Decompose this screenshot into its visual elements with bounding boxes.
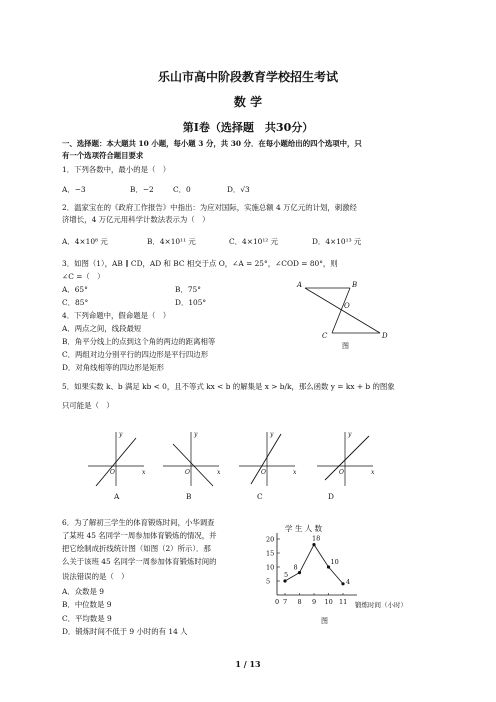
x-tick-label: 9 [312, 598, 317, 606]
q5-graph-a [86, 428, 156, 488]
exam-title: 乐山市高中阶段教育学校招生考试 [157, 70, 338, 84]
point-b-label: B [352, 281, 358, 289]
y-tick-label: 20 [266, 535, 275, 544]
graph-a-y-label: y [119, 431, 123, 438]
q1-stem: 1．下列各数中，最小的是（ ） [62, 165, 171, 174]
q3-figure-caption: 图 [342, 342, 349, 350]
q6-stem-line3: 把它绘制成折线统计图（如图（2）所示）．那 [62, 544, 211, 553]
point-o-label: O [344, 302, 350, 310]
graph-d-x-label: x [371, 469, 375, 476]
graph-b-line [173, 444, 213, 486]
chart-x-axis-title: 锻炼时间（小时） [355, 601, 407, 609]
x-tick-label: 11 [339, 598, 348, 606]
q5-option-b: B [186, 492, 192, 501]
q4-option-d: D．对角线相等的四边形是矩形 [62, 363, 165, 372]
q2-stem-line1: 2．温家宝在的《政府工作报告》中指出：为应对国际，实施总额 4 万亿元的计划，刺激经 [62, 203, 357, 212]
data-label: 10 [330, 558, 339, 566]
q3-option-d: D．105° [175, 298, 207, 307]
segment-bc [332, 288, 350, 333]
x-tick-label: 0 [275, 598, 280, 606]
q2-stem-line2: 济增长，4 万亿元用科学计数法表示为（ ） [62, 215, 210, 224]
q5-option-d: D [328, 492, 334, 501]
q6-stem-line5: 说法错误的是（ ） [62, 572, 129, 581]
q3-stem-line1: 3．如图（1），AB ∥ CD，AD 和 BC 相交于点 O，∠A = 25°，∠COD = 80°，则 [62, 259, 338, 268]
q3-option-a: A．65° [62, 285, 88, 294]
x-tick-label: 10 [324, 598, 333, 606]
data-point [298, 571, 301, 574]
x-tick-label: 7 [283, 598, 288, 606]
graph-a-x-label: x [142, 469, 146, 476]
graph-c-origin-label: O [261, 469, 266, 476]
q1-option-c: C．0 [173, 185, 191, 194]
data-label: 18 [312, 534, 321, 543]
chart-y-axis-title: 学 生 人 数 [285, 524, 323, 533]
point-c-label: C [322, 332, 328, 340]
q3-option-c: C．85° [62, 298, 89, 307]
q2-option-c: C．4×10¹² 元 [229, 237, 279, 246]
subject-title: 数 学 [233, 95, 263, 109]
q1-option-b: B．−2 [130, 185, 154, 194]
graph-b-y-label: y [194, 431, 198, 438]
q5-stem-line2: 只可能是（ ） [62, 401, 114, 410]
q6-option-b: B．中位数是 9 [62, 600, 112, 609]
q5-graph-c [237, 428, 307, 488]
q6-stem-line4: 么关于该班 45 名同学一周参加体育锻炼时间的 [62, 557, 217, 566]
graph-a-origin-label: O [110, 469, 115, 476]
q5-option-c: C [257, 492, 263, 501]
graph-d-origin-label: O [339, 469, 344, 476]
graph-d-y-label: y [348, 431, 352, 438]
y-tick-label: 5 [266, 577, 271, 586]
y-tick-label: 15 [266, 549, 275, 558]
q6-option-a: A．众数是 9 [62, 587, 104, 596]
data-label: 5 [284, 571, 289, 579]
q2-option-b: B．4×10¹¹ 元 [147, 237, 196, 246]
q4-option-a: A．两点之间，线段最短 [62, 324, 142, 333]
q4-option-c: C．两组对边分别平行的四边形是平行四边形 [62, 350, 209, 359]
graph-c-y-label: y [270, 431, 274, 438]
q5-option-a: A [114, 492, 120, 501]
q3-option-b: B．75° [175, 285, 201, 294]
q6-stem-line1: 6．为了解初三学生的体育锻炼时间，小华调查 [62, 518, 215, 527]
section-title: 第Ⅰ卷（选择题 共30分） [182, 121, 314, 134]
q6-stem-line2: 了某班 45 名同学一周参加体育锻炼的情况，并 [62, 531, 217, 540]
q1-option-d: D．√3 [227, 185, 250, 194]
q3-stem-line2: ∠C =（ ） [62, 272, 105, 281]
q5-stem-line1: 5．如果实数 k、b 满足 kb < 0，且不等式 kx < b 的解集是 x > b/k，那么函数 y = kx + b 的图象 [62, 382, 395, 391]
page-number: 1 / 13 [235, 659, 261, 669]
data-label: 4 [346, 577, 351, 586]
graph-d-line [325, 436, 369, 480]
q1-option-a: A．−3 [62, 185, 86, 194]
graph-b-origin-label: O [185, 469, 190, 476]
segment-ad [305, 288, 380, 333]
q4-stem: 4．下列命题中，假命题是（ ） [62, 311, 171, 320]
instructions-line2: 有一个选项符合题目要求 [62, 151, 144, 160]
q4-option-b: B．角平分线上的点到这个角的两边的距离相等 [62, 337, 216, 346]
data-label: 8 [293, 563, 298, 572]
q6-option-c: C．平均数是 9 [62, 614, 112, 623]
q3-figure [290, 278, 400, 353]
y-tick-label: 10 [266, 563, 275, 572]
graph-c-line [251, 434, 281, 484]
x-tick-label: 8 [297, 598, 302, 606]
point-d-label: D [382, 332, 388, 340]
data-point [341, 582, 344, 585]
graph-c-x-label: x [293, 469, 297, 476]
q5-graph-d [315, 428, 385, 488]
q2-option-a: A．4×10⁸ 元 [62, 237, 108, 246]
data-point [312, 543, 315, 546]
point-a-label: A [297, 281, 303, 289]
q5-graph-b [161, 428, 231, 488]
data-point [283, 579, 286, 582]
instructions-line1: 一、选择题：本大题共 10 小题，每小题 3 分，共 30 分．在每小题给出的四个选项中，只 [62, 139, 362, 148]
chart-caption: 图 [321, 617, 328, 625]
q6-line-chart [255, 522, 435, 630]
q2-option-d: D．4×10¹³ 元 [312, 237, 362, 246]
q6-option-d: D．锻炼时间不低于 9 小时的有 14 人 [62, 627, 188, 636]
graph-b-x-label: x [217, 469, 221, 476]
